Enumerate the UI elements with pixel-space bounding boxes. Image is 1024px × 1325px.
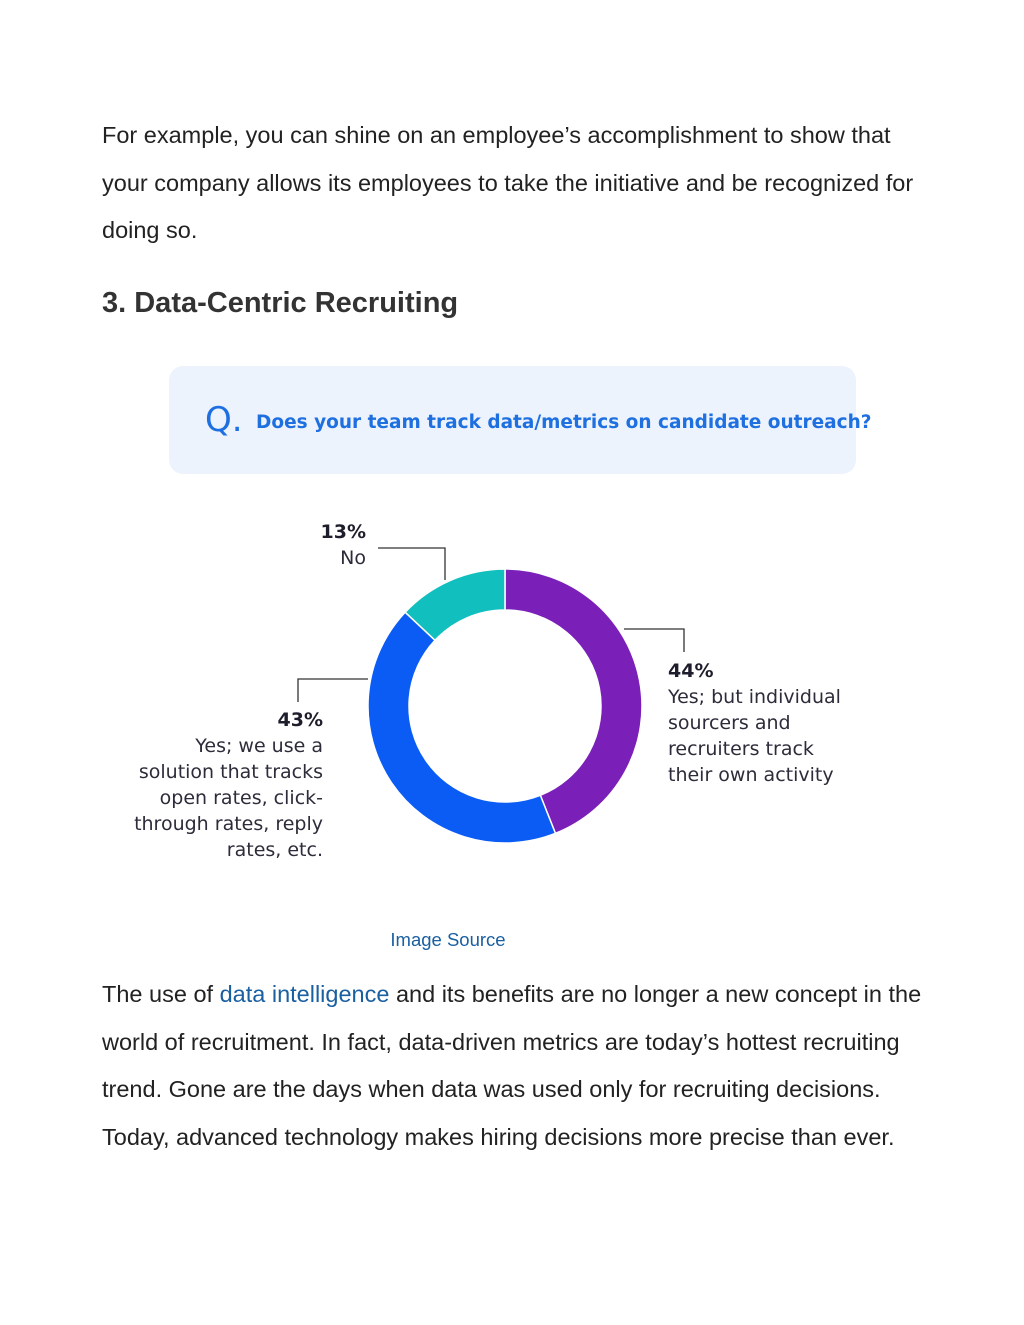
- label-yes-individual-line: sourcers and: [668, 712, 791, 734]
- label-yes-individual-percent: 44%: [668, 660, 714, 682]
- question-text: Does your team track data/metrics on candidate outreach?: [256, 412, 872, 433]
- leader-line-43: [298, 679, 368, 702]
- outro-paragraph: [102, 971, 932, 1161]
- outro-text-before: The use of: [102, 981, 220, 1007]
- donut-slice-yes-tool: [368, 612, 555, 843]
- leader-line-44: [624, 629, 684, 652]
- section-heading: 3. Data-Centric Recruiting: [102, 287, 459, 319]
- label-yes-tool-percent: 43%: [277, 709, 323, 731]
- data-intelligence-link[interactable]: data intelligence: [219, 981, 390, 1007]
- label-yes-individual-line: Yes; but individual: [668, 686, 841, 708]
- leader-line-no: [378, 548, 445, 580]
- label-yes-tool-line: open rates, click-: [159, 787, 323, 809]
- outro-text-after: and its benefits are no longer a new concept in the world of recruitment. In fact, data-driven metrics are today’s hottest recruiting trend. Gone are the days when data was used only for recruiting decisions. Today, advanced technology makes hiring decisions more precise than ever.: [102, 981, 922, 1150]
- image-source-link[interactable]: Image Source: [390, 929, 506, 950]
- label-yes-individual: [668, 658, 868, 788]
- label-no: [321, 519, 366, 571]
- label-yes-tool-line: solution that tracks: [138, 761, 323, 783]
- label-yes-tool-line: Yes; we use a: [195, 735, 323, 757]
- label-yes-individual-line: recruiters track: [668, 738, 814, 760]
- label-yes-tool-line: through rates, reply: [134, 813, 323, 835]
- label-no-percent: 13%: [320, 521, 366, 543]
- label-no-text: No: [340, 547, 366, 569]
- label-yes-tool-line: rates, etc.: [226, 839, 323, 861]
- label-yes-individual-line: their own activity: [668, 764, 834, 786]
- intro-paragraph: For example, you can shine on an employee’s accomplishment to show that your company allows its employees to take the initiative and be recognized for doing so.: [102, 122, 914, 244]
- label-yes-tool: [123, 707, 323, 863]
- donut-slice-yes-individual: [505, 569, 642, 833]
- question-letter: Q.: [205, 400, 243, 440]
